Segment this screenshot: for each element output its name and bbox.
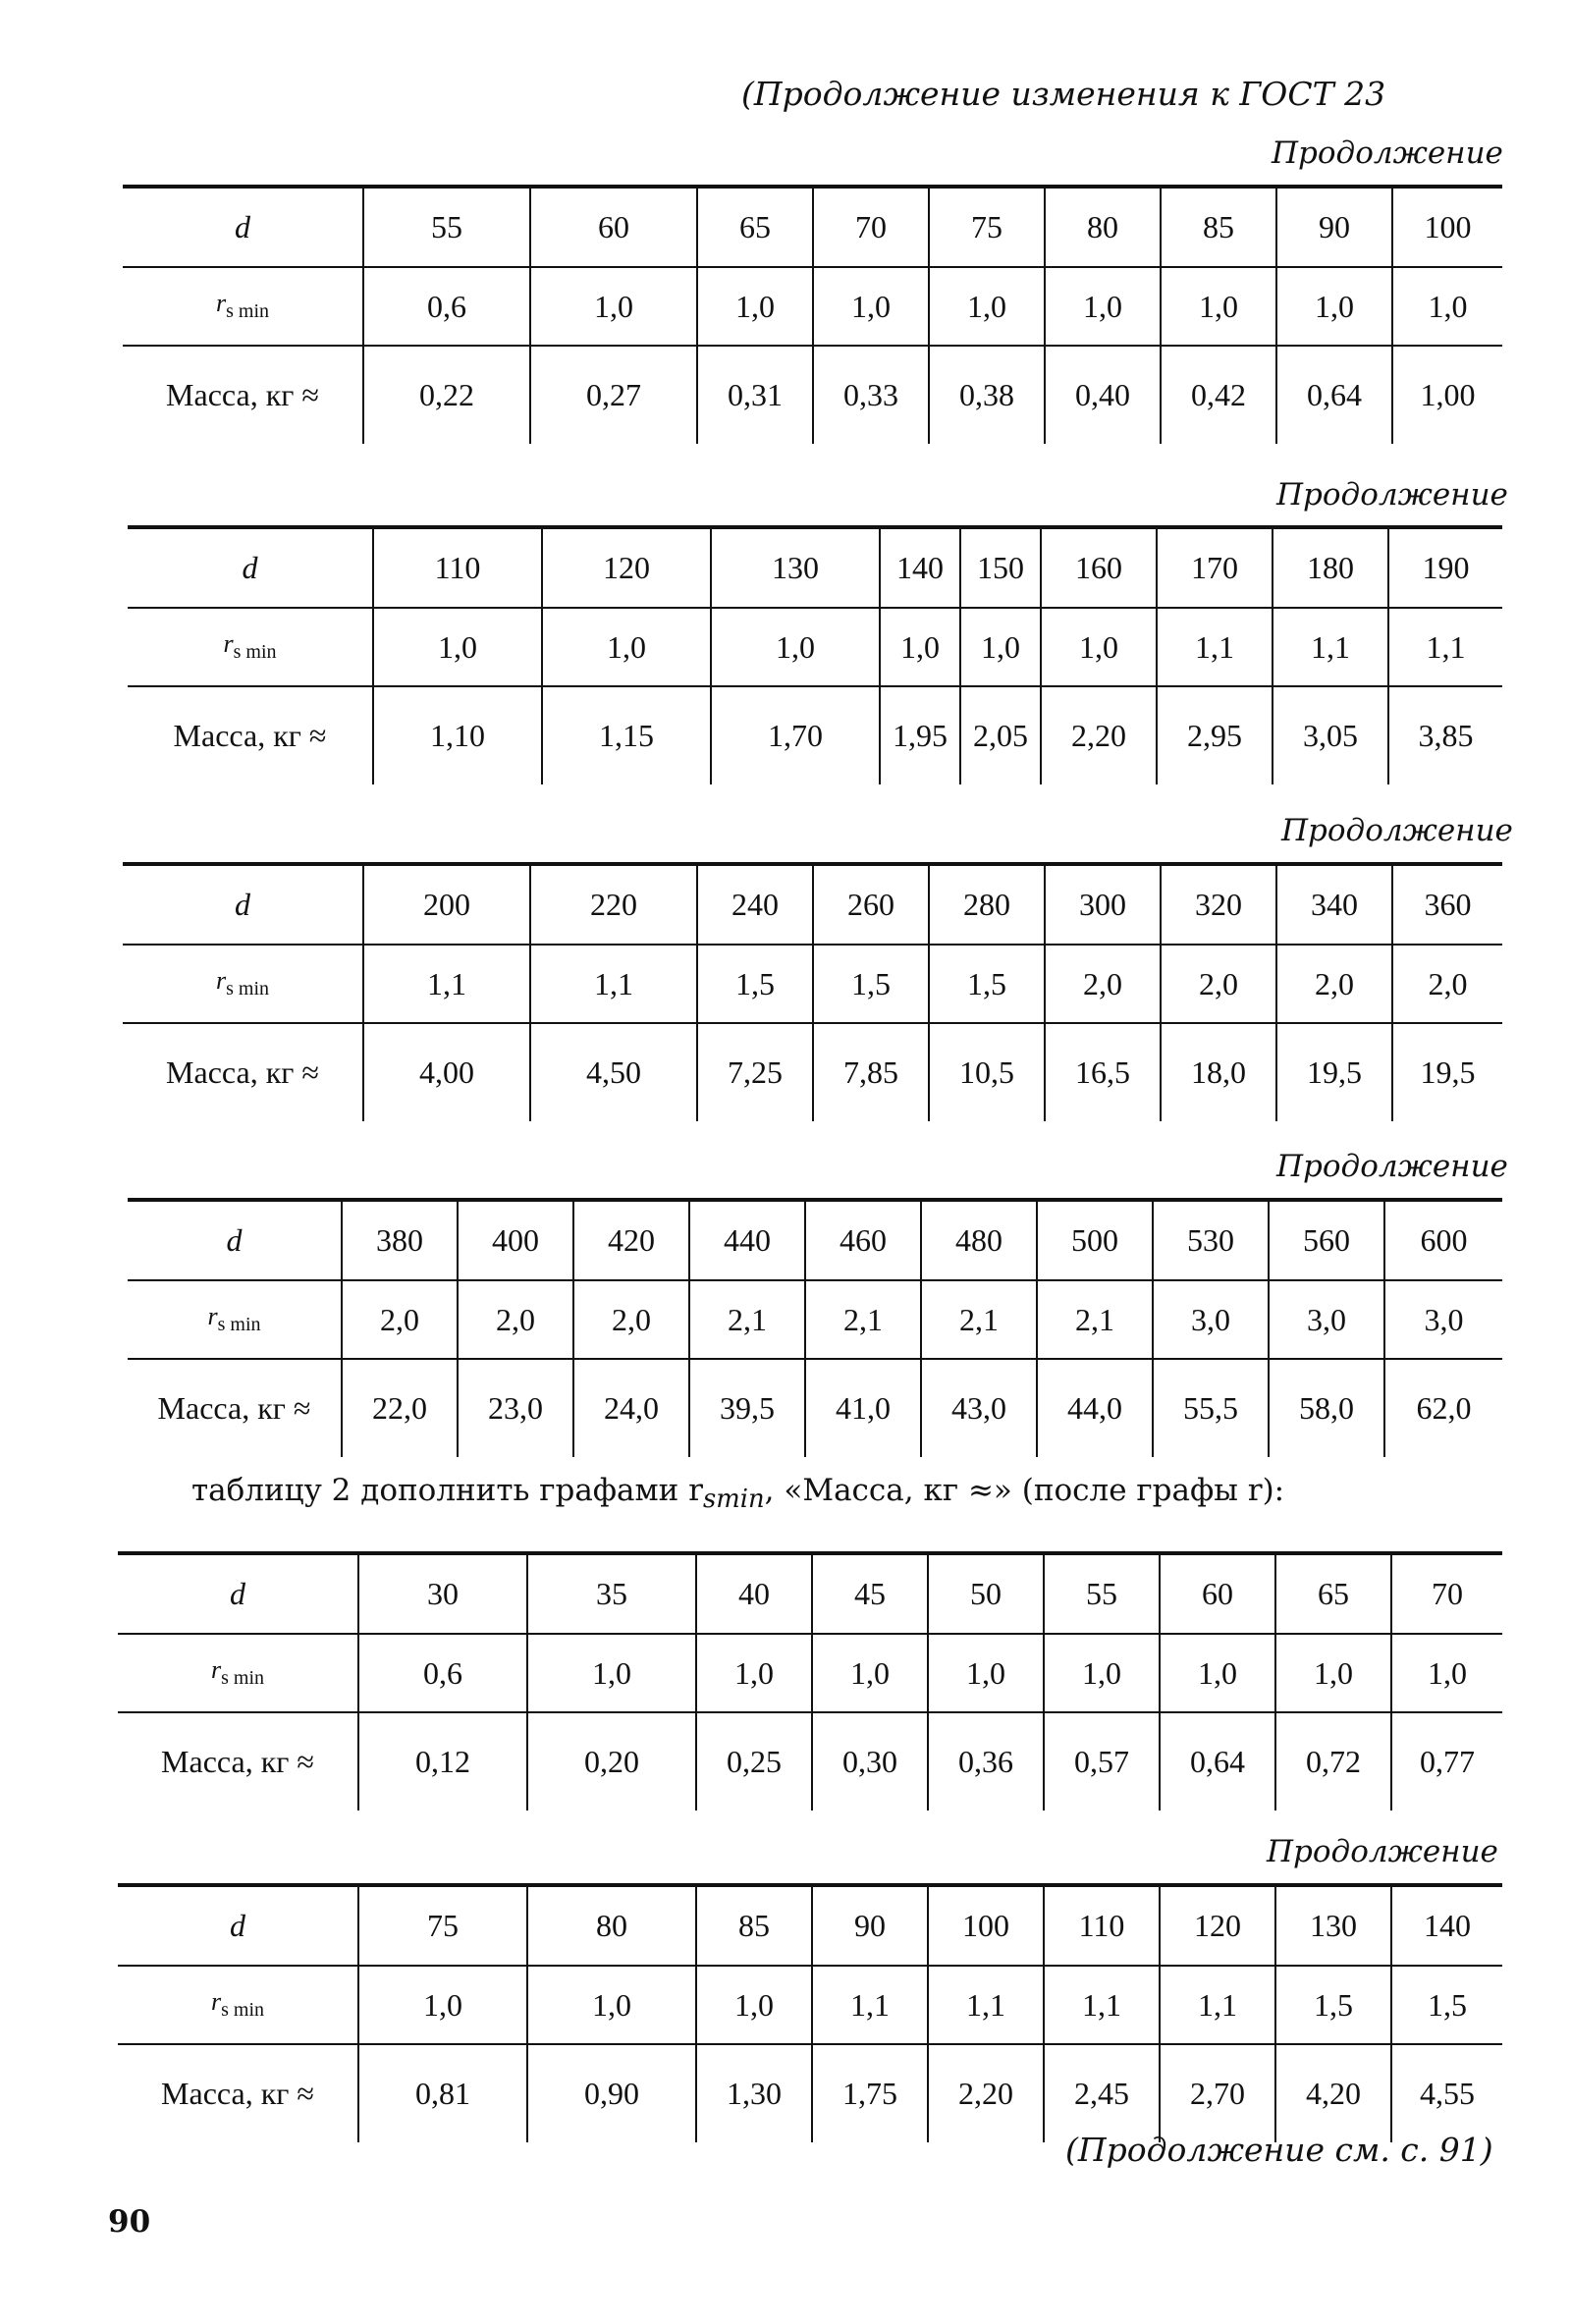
cell-r: 0,6 — [363, 267, 530, 346]
cell-mass: 0,64 — [1276, 346, 1392, 444]
cell-r: 1,0 — [812, 1634, 928, 1712]
row-label-r: $r_{s min}$ — [118, 1634, 358, 1712]
table-row — [128, 686, 1502, 784]
cell-r: 2,0 — [342, 1280, 458, 1359]
cell-mass: 0,42 — [1161, 346, 1276, 444]
cell-mass: 1,75 — [812, 2044, 928, 2142]
cell-r: 1,1 — [1388, 608, 1502, 686]
cell-d: 280 — [929, 864, 1045, 945]
cell-r: 1,0 — [542, 608, 711, 686]
cell-mass: 19,5 — [1392, 1023, 1502, 1121]
cell-d: 85 — [1161, 187, 1276, 267]
table-row — [128, 1200, 1502, 1280]
cell-mass: 62,0 — [1384, 1359, 1502, 1457]
cell-mass: 0,81 — [358, 2044, 527, 2142]
cell-mass: 0,22 — [363, 346, 530, 444]
cell-mass: 0,40 — [1045, 346, 1161, 444]
cell-r: 2,0 — [458, 1280, 573, 1359]
cell-r: 1,0 — [813, 267, 929, 346]
cell-mass: 2,70 — [1160, 2044, 1275, 2142]
cell-mass: 7,85 — [813, 1023, 929, 1121]
cell-r: 1,0 — [696, 1966, 812, 2044]
cell-d: 170 — [1157, 527, 1273, 608]
cell-mass: 16,5 — [1045, 1023, 1161, 1121]
table-row — [123, 864, 1502, 945]
row-label-mass: Масса, кг ≈ — [166, 1054, 319, 1090]
cell-d: 75 — [929, 187, 1045, 267]
cell-r: 1,0 — [928, 1634, 1044, 1712]
cell-d: 400 — [458, 1200, 573, 1280]
table-4 — [128, 1198, 1502, 1457]
cell-r: 1,1 — [363, 945, 530, 1023]
cell-d: 320 — [1161, 864, 1276, 945]
table-row — [128, 527, 1502, 608]
cell-mass: 0,20 — [527, 1712, 696, 1811]
table-row — [123, 945, 1502, 1023]
cell-mass: 23,0 — [458, 1359, 573, 1457]
table-5 — [118, 1551, 1502, 1811]
cell-r: 1,0 — [1276, 267, 1392, 346]
cell-mass: 1,10 — [373, 686, 542, 784]
table-2 — [128, 525, 1502, 784]
cell-r: 1,5 — [929, 945, 1045, 1023]
cell-d: 360 — [1392, 864, 1502, 945]
cell-mass: 44,0 — [1037, 1359, 1153, 1457]
table-1 — [123, 185, 1502, 444]
cell-r: 1,1 — [1273, 608, 1388, 686]
cell-mass: 41,0 — [805, 1359, 921, 1457]
cell-r: 1,0 — [960, 608, 1041, 686]
cell-d: 60 — [1160, 1553, 1275, 1634]
cell-r: 1,1 — [530, 945, 697, 1023]
cell-d: 260 — [813, 864, 929, 945]
cell-mass: 43,0 — [921, 1359, 1037, 1457]
cell-mass: 7,25 — [697, 1023, 813, 1121]
cell-mass: 2,20 — [928, 2044, 1044, 2142]
cell-d: 55 — [1044, 1553, 1160, 1634]
table-row — [118, 1634, 1502, 1712]
cell-mass: 0,64 — [1160, 1712, 1275, 1811]
cell-mass: 4,00 — [363, 1023, 530, 1121]
row-label-d: d — [128, 527, 373, 608]
cell-r: 1,0 — [1275, 1634, 1391, 1712]
row-label-d: d — [118, 1553, 358, 1634]
cell-r: 1,5 — [1275, 1966, 1391, 2044]
table-row — [128, 608, 1502, 686]
cell-d: 50 — [928, 1553, 1044, 1634]
cell-mass: 3,85 — [1388, 686, 1502, 784]
cell-d: 80 — [527, 1885, 696, 1966]
cell-r: 1,5 — [697, 945, 813, 1023]
table-row — [118, 2044, 1502, 2142]
cell-d: 75 — [358, 1885, 527, 1966]
cell-r: 3,0 — [1153, 1280, 1269, 1359]
cell-mass: 0,31 — [697, 346, 813, 444]
cell-r: 2,1 — [1037, 1280, 1153, 1359]
cell-mass: 0,33 — [813, 346, 929, 444]
cell-r: 1,0 — [530, 267, 697, 346]
cell-r: 2,1 — [921, 1280, 1037, 1359]
continuation-label: Продолжение — [1267, 1834, 1498, 1869]
cell-mass: 2,45 — [1044, 2044, 1160, 2142]
cell-mass: 0,25 — [696, 1712, 812, 1811]
cell-mass: 0,72 — [1275, 1712, 1391, 1811]
cell-r: 1,5 — [813, 945, 929, 1023]
cell-d: 340 — [1276, 864, 1392, 945]
cell-r: 1,1 — [928, 1966, 1044, 2044]
cell-mass: 58,0 — [1269, 1359, 1384, 1457]
cell-mass: 1,30 — [696, 2044, 812, 2142]
row-label-d: d — [123, 864, 363, 945]
row-label-r: $r_{s min}$ — [128, 608, 373, 686]
cell-d: 90 — [1276, 187, 1392, 267]
table-row — [118, 1885, 1502, 1966]
cell-r: 1,0 — [880, 608, 960, 686]
table-row — [118, 1966, 1502, 2044]
cell-d: 130 — [711, 527, 880, 608]
cell-d: 65 — [1275, 1553, 1391, 1634]
cell-d: 300 — [1045, 864, 1161, 945]
cell-d: 90 — [812, 1885, 928, 1966]
cell-mass: 22,0 — [342, 1359, 458, 1457]
cell-r: 1,0 — [527, 1966, 696, 2044]
cell-d: 120 — [542, 527, 711, 608]
cell-d: 110 — [373, 527, 542, 608]
cell-d: 70 — [1391, 1553, 1502, 1634]
cell-r: 1,1 — [812, 1966, 928, 2044]
cell-d: 190 — [1388, 527, 1502, 608]
cell-mass: 0,36 — [928, 1712, 1044, 1811]
cell-r: 2,0 — [1392, 945, 1502, 1023]
table-6 — [118, 1883, 1502, 2142]
cell-mass: 2,20 — [1041, 686, 1157, 784]
instruction-text: таблицу 2 дополнить графами $r_{smin}$, «Масса, кг ≈» (после графы r): — [191, 1473, 1285, 1515]
cell-mass: 0,57 — [1044, 1712, 1160, 1811]
row-label-r: $r_{s min}$ — [123, 267, 363, 346]
cell-d: 140 — [1391, 1885, 1502, 1966]
cell-d: 55 — [363, 187, 530, 267]
cell-r: 2,0 — [573, 1280, 689, 1359]
cell-mass: 39,5 — [689, 1359, 805, 1457]
cell-r: 1,0 — [697, 267, 813, 346]
footer-note: (Продолжение см. с. 91) — [1065, 2131, 1493, 2169]
cell-mass: 0,38 — [929, 346, 1045, 444]
cell-r: 1,1 — [1157, 608, 1273, 686]
continuation-label: Продолжение — [1272, 135, 1503, 171]
cell-d: 100 — [1392, 187, 1502, 267]
table-row — [118, 1553, 1502, 1634]
cell-d: 85 — [696, 1885, 812, 1966]
row-label-mass: Масса, кг ≈ — [173, 718, 327, 753]
cell-r: 1,1 — [1160, 1966, 1275, 2044]
cell-r: 2,0 — [1045, 945, 1161, 1023]
cell-d: 600 — [1384, 1200, 1502, 1280]
cell-r: 1,1 — [1044, 1966, 1160, 2044]
table-3 — [123, 862, 1502, 1121]
cell-r: 1,0 — [711, 608, 880, 686]
cell-r: 2,1 — [689, 1280, 805, 1359]
cell-d: 180 — [1273, 527, 1388, 608]
continuation-label: Продолжение — [1276, 1149, 1508, 1184]
table-row — [128, 1359, 1502, 1457]
cell-r: 1,0 — [373, 608, 542, 686]
cell-mass: 1,70 — [711, 686, 880, 784]
cell-d: 150 — [960, 527, 1041, 608]
cell-mass: 0,27 — [530, 346, 697, 444]
row-label-mass: Масса, кг ≈ — [161, 2076, 314, 2111]
cell-mass: 4,20 — [1275, 2044, 1391, 2142]
row-label-d: d — [123, 187, 363, 267]
cell-d: 440 — [689, 1200, 805, 1280]
cell-r: 1,0 — [1044, 1634, 1160, 1712]
cell-mass: 55,5 — [1153, 1359, 1269, 1457]
cell-d: 220 — [530, 864, 697, 945]
row-label-mass: Масса, кг ≈ — [166, 377, 319, 412]
row-label-mass: Масса, кг ≈ — [157, 1390, 311, 1426]
cell-mass: 0,30 — [812, 1712, 928, 1811]
cell-r: 1,0 — [1045, 267, 1161, 346]
cell-d: 30 — [358, 1553, 527, 1634]
cell-mass: 3,05 — [1273, 686, 1388, 784]
cell-d: 160 — [1041, 527, 1157, 608]
cell-mass: 24,0 — [573, 1359, 689, 1457]
cell-r: 2,1 — [805, 1280, 921, 1359]
cell-d: 130 — [1275, 1885, 1391, 1966]
row-label-r: $r_{s min}$ — [128, 1280, 342, 1359]
cell-d: 560 — [1269, 1200, 1384, 1280]
cell-d: 140 — [880, 527, 960, 608]
cell-d: 80 — [1045, 187, 1161, 267]
cell-r: 1,5 — [1391, 1966, 1502, 2044]
cell-d: 45 — [812, 1553, 928, 1634]
table-row — [123, 187, 1502, 267]
cell-mass: 4,55 — [1391, 2044, 1502, 2142]
cell-r: 1,0 — [929, 267, 1045, 346]
cell-d: 70 — [813, 187, 929, 267]
cell-d: 500 — [1037, 1200, 1153, 1280]
table-row — [123, 267, 1502, 346]
cell-mass: 4,50 — [530, 1023, 697, 1121]
cell-mass: 1,95 — [880, 686, 960, 784]
cell-mass: 2,95 — [1157, 686, 1273, 784]
cell-r: 1,0 — [1391, 1634, 1502, 1712]
row-label-d: d — [128, 1200, 342, 1280]
cell-r: 2,0 — [1161, 945, 1276, 1023]
cell-mass: 0,12 — [358, 1712, 527, 1811]
cell-r: 1,0 — [1161, 267, 1276, 346]
cell-mass: 1,15 — [542, 686, 711, 784]
cell-d: 480 — [921, 1200, 1037, 1280]
cell-r: 3,0 — [1269, 1280, 1384, 1359]
cell-r: 3,0 — [1384, 1280, 1502, 1359]
cell-mass: 0,90 — [527, 2044, 696, 2142]
table-row — [123, 346, 1502, 444]
cell-d: 380 — [342, 1200, 458, 1280]
cell-r: 1,0 — [358, 1966, 527, 2044]
cell-d: 60 — [530, 187, 697, 267]
cell-d: 100 — [928, 1885, 1044, 1966]
table-row — [118, 1712, 1502, 1811]
continuation-label: Продолжение — [1281, 813, 1513, 848]
cell-d: 530 — [1153, 1200, 1269, 1280]
cell-mass: 0,77 — [1391, 1712, 1502, 1811]
cell-r: 1,0 — [1041, 608, 1157, 686]
cell-d: 35 — [527, 1553, 696, 1634]
cell-d: 420 — [573, 1200, 689, 1280]
cell-d: 120 — [1160, 1885, 1275, 1966]
cell-r: 1,0 — [527, 1634, 696, 1712]
table-row — [123, 1023, 1502, 1121]
cell-mass: 10,5 — [929, 1023, 1045, 1121]
row-label-r: $r_{s min}$ — [118, 1966, 358, 2044]
cell-r: 1,0 — [1392, 267, 1502, 346]
cell-d: 200 — [363, 864, 530, 945]
cell-mass: 18,0 — [1161, 1023, 1276, 1121]
cell-mass: 1,00 — [1392, 346, 1502, 444]
page-header: (Продолжение изменения к ГОСТ 23 — [741, 75, 1386, 113]
row-label-mass: Масса, кг ≈ — [161, 1744, 314, 1779]
cell-d: 460 — [805, 1200, 921, 1280]
table-row — [128, 1280, 1502, 1359]
continuation-label: Продолжение — [1276, 477, 1508, 513]
row-label-d: d — [118, 1885, 358, 1966]
page-number: 90 — [108, 2204, 151, 2240]
cell-mass: 2,05 — [960, 686, 1041, 784]
cell-d: 110 — [1044, 1885, 1160, 1966]
cell-d: 240 — [697, 864, 813, 945]
cell-d: 40 — [696, 1553, 812, 1634]
cell-r: 1,0 — [1160, 1634, 1275, 1712]
cell-r: 1,0 — [696, 1634, 812, 1712]
row-label-r: $r_{s min}$ — [123, 945, 363, 1023]
cell-mass: 19,5 — [1276, 1023, 1392, 1121]
cell-r: 0,6 — [358, 1634, 527, 1712]
cell-d: 65 — [697, 187, 813, 267]
cell-r: 2,0 — [1276, 945, 1392, 1023]
